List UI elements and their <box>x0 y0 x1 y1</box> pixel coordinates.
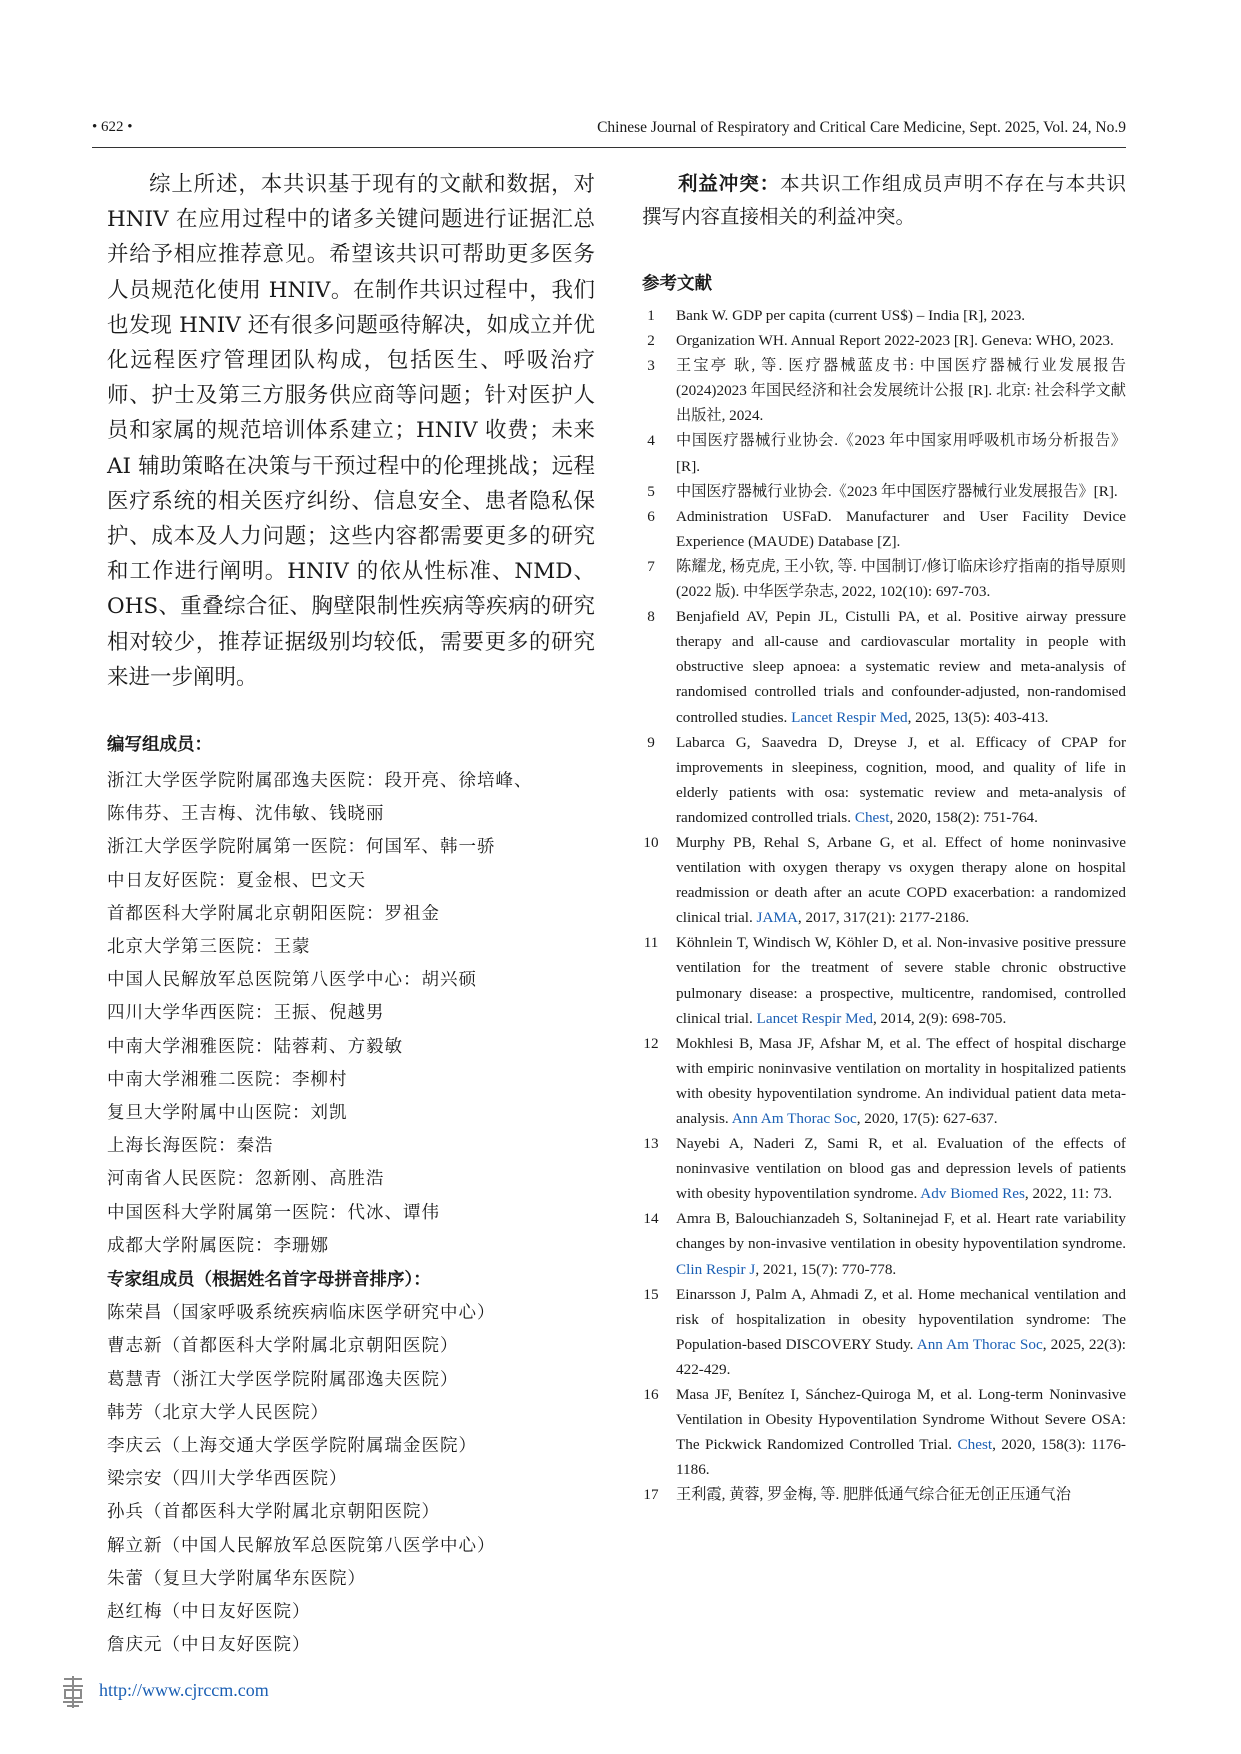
reference-item <box>642 554 1126 604</box>
reference-number: 13 <box>643 1135 659 1153</box>
summary-section <box>107 167 595 695</box>
page-number: • 622 • <box>92 119 133 135</box>
reference-text: 王利霞, 黄蓉, 罗金梅, 等. 肥胖低通气综合征无创正压通气治 <box>676 1486 1071 1504</box>
reference-journal-link[interactable]: JAMA <box>756 909 798 927</box>
expert-line: 曹志新（首都医科大学附属北京朝阳医院） <box>107 1336 459 1357</box>
reference-item <box>642 353 1126 428</box>
reference-number: 15 <box>643 1285 659 1303</box>
reference-number: 2 <box>647 332 655 350</box>
author-line: 中南大学湘雅医院：陆蓉莉、方毅敏 <box>107 1036 403 1057</box>
reference-item <box>642 328 1126 353</box>
coi-text: 本共识工作组成员声明不存在与本共识撰写内容直接相关的利益冲突。 <box>642 172 1126 228</box>
author-line: 陈伟芬、王吉梅、沈伟敏、钱晓丽 <box>107 804 385 825</box>
reference-text: Benjafield AV, Pepin JL, Cistulli PA, et al. Positive airway pressure therapy and all-cause and cardiovascular mortality in people with obstructive sleep apnoea: a systematic review and meta-analysis of randomised controlled trials and confounder-adjusted, non-randomised controlled studies. <box>676 608 1126 726</box>
expert-line: 葛慧青（浙江大学医学院附属邵逸夫医院） <box>107 1369 459 1390</box>
reference-text: 中国医疗器械行业协会.《2023 年中国医疗器械行业发展报告》[R]. <box>676 482 1118 500</box>
reference-number: 12 <box>643 1034 659 1052</box>
expert-line: 孙兵（首都医科大学附属北京朝阳医院） <box>107 1502 440 1523</box>
reference-text: Mokhlesi B, Masa JF, Afshar M, et al. The effect of hospital discharge with empiric noninvasive ventilation on mortality in hospitalized patients with obesity hypoventilation syndrome. An individual patient data meta-analysis. <box>676 1034 1126 1127</box>
reference-item <box>642 1482 1126 1507</box>
expert-line: 李庆云（上海交通大学医学院附属瑞金医院） <box>107 1435 477 1456</box>
reference-number: 6 <box>647 507 655 525</box>
header-divider <box>92 147 1126 148</box>
expert-line: 陈荣昌（国家呼吸系统疾病临床医学研究中心） <box>107 1303 496 1324</box>
expert-line: 韩芳（北京大学人民医院） <box>107 1402 329 1423</box>
reference-item <box>642 1282 1126 1382</box>
author-list <box>107 765 595 1263</box>
reference-text: Administration USFaD. Manufacturer and User Facility Device Experience (MAUDE) Database [Z]. <box>676 507 1126 550</box>
expert-line: 朱蕾（复旦大学附属华东医院） <box>107 1568 366 1589</box>
reference-item <box>642 1031 1126 1131</box>
reference-journal-link[interactable]: Chest <box>957 1436 993 1454</box>
authors-heading: 编写组成员： <box>107 735 212 756</box>
reference-number: 8 <box>647 608 655 626</box>
author-line: 中南大学湘雅二医院：李柳村 <box>107 1069 348 1090</box>
reference-citation-details: , 2021, 15(7): 770-778. <box>755 1260 897 1278</box>
reference-citation-details: , 2017, 317(21): 2177-2186. <box>797 909 970 927</box>
reference-number: 11 <box>643 934 659 952</box>
reference-citation-details: , 2025, 22(3): 422-429. <box>676 1335 1126 1378</box>
reference-text: Amra B, Balouchianzadeh S, Soltaninejad F, et al. Heart rate variability changes by non-invasive ventilation in obesity hypoventilation syndrome. <box>676 1210 1126 1253</box>
author-line: 首都医科大学附属北京朝阳医院：罗祖金 <box>107 903 440 924</box>
reference-number: 7 <box>647 557 655 575</box>
expert-line: 解立新（中国人民解放军总医院第八医学中心） <box>107 1535 496 1556</box>
reference-citation-details: , 2025, 13(5): 403-413. <box>907 708 1049 726</box>
reference-journal-link[interactable]: Chest <box>854 808 890 826</box>
reference-citation-details: , 2022, 11: 73. <box>1024 1185 1113 1203</box>
author-line: 浙江大学医学院附属第一医院：何国军、韩一骄 <box>107 837 496 858</box>
reference-number: 10 <box>643 833 659 851</box>
journal-logo-icon <box>60 1675 86 1709</box>
reference-item <box>642 1206 1126 1281</box>
reference-journal-link[interactable]: Ann Am Thorac Soc <box>916 1335 1043 1353</box>
author-line: 中日友好医院：夏金根、巴文天 <box>107 870 366 891</box>
reference-item <box>642 930 1126 1030</box>
reference-text: Bank W. GDP per capita (current US$) – India [R], 2023. <box>676 307 1026 324</box>
expert-line: 梁宗安（四川大学华西医院） <box>107 1469 348 1490</box>
reference-number: 3 <box>647 357 655 375</box>
author-line: 北京大学第三医院：王蒙 <box>107 937 311 958</box>
journal-url-link[interactable]: http://www.cjrccm.com <box>99 1680 269 1700</box>
reference-text: 王宝亭 耿, 等. 医疗器械蓝皮书: 中国医疗器械行业发展报告(2024)2023 年国民经济和社会发展统计公报 [R]. 北京: 社会科学文献出版社, 2024. <box>676 357 1126 425</box>
reference-text: Köhnlein T, Windisch W, Köhler D, et al. Non-invasive positive pressure ventilation for the treatment of severe stable chronic obstructive pulmonary disease: a prospective, multicentre, randomised, controlled clinical trial. <box>676 934 1126 1027</box>
author-line: 成都大学附属医院：李珊娜 <box>107 1235 329 1256</box>
reference-item <box>642 1131 1126 1206</box>
reference-text: Murphy PB, Rehal S, Arbane G, et al. Effect of home noninvasive ventilation with oxygen therapy vs oxygen therapy alone on hospital readmission or death after an acute COPD exacerbation: a randomized clinical trial. <box>676 833 1126 927</box>
expert-line: 詹庆元（中日友好医院） <box>107 1635 311 1656</box>
author-line: 中国医科大学附属第一医院：代冰、谭伟 <box>107 1202 440 1223</box>
reference-text: Masa JF, Benítez I, Sánchez-Quiroga M, et al. Long-term Noninvasive Ventilation in Obesity Hypoventilation Syndrome Without Severe OSA: The Pickwick Randomized Controlled Trial. <box>676 1386 1126 1454</box>
reference-number: 4 <box>647 432 655 450</box>
reference-journal-link[interactable]: Ann Am Thorac Soc <box>731 1110 857 1127</box>
reference-citation-details: , 2020, 17(5): 627-637. <box>856 1110 998 1127</box>
conflict-of-interest <box>642 167 1126 233</box>
reference-text: Nayebi A, Naderi Z, Sami R, et al. Evaluation of the effects of noninvasive ventilation on blood gas and depression levels of patients with obesity hypoventilation syndrome. <box>676 1135 1126 1203</box>
reference-journal-link[interactable]: Adv Biomed Res <box>920 1185 1025 1203</box>
author-line: 河南省人民医院：忽新刚、高胜浩 <box>107 1169 385 1190</box>
reference-list <box>642 303 1126 1508</box>
experts-heading: 专家组成员（根据姓名首字母拼音排序）： <box>107 1270 431 1291</box>
author-line: 四川大学华西医院：王振、倪越男 <box>107 1003 385 1024</box>
reference-number: 16 <box>643 1386 659 1404</box>
left-column <box>107 167 595 1662</box>
reference-text: Organization WH. Annual Report 2022-2023 [R]. Geneva: WHO, 2023. <box>676 332 1114 350</box>
reference-citation-details: , 2014, 2(9): 698-705. <box>872 1009 1007 1027</box>
reference-journal-link[interactable]: Lancet Respir Med <box>756 1009 873 1027</box>
reference-citation-details: , 2020, 158(3): 1176-1186. <box>676 1436 1126 1479</box>
reference-item <box>642 428 1126 478</box>
author-line: 浙江大学医学院附属邵逸夫医院：段开亮、徐培峰、 <box>107 771 533 792</box>
reference-number: 5 <box>647 482 655 500</box>
reference-journal-link[interactable]: Lancet Respir Med <box>791 708 908 726</box>
expert-line: 赵红梅（中日友好医院） <box>107 1601 311 1622</box>
summary-paragraph: 综上所述，本共识基于现有的文献和数据，对 HNIV 在应用过程中的诸多关键问题进行证据汇总并给予相应推荐意见。希望该共识可帮助更多医务人员规范化使用 HNIV。在制作共识过程中，我们也发现 HNIV 还有很多问题亟待解决，如成立并优化远程医疗管理团队构成，包括医生、呼吸治疗师、护士及第三方服务供应商等问题；针对医护人员和家属的规范培训体系建立；HNIV 收费；未来 AI 辅助策略在决策与干预过程中的伦理挑战；远程医疗系统的相关医疗纠纷、信息安全、患者隐私保护、成本及人力问题；这些内容都需要更多的研究和工作进行阐明。HNIV 的依从性标准、NMD、OHS、重叠综合征、胸壁限制性疾病等疾病的研究相对较少，推荐证据级别均较低，需要更多的研究来进一步阐明。 <box>107 172 595 690</box>
references-heading: 参考文献 <box>642 274 712 294</box>
reference-number: 17 <box>643 1486 659 1504</box>
reference-item <box>642 1382 1126 1482</box>
reference-item <box>642 303 1126 328</box>
author-line: 复旦大学附属中山医院：刘凯 <box>107 1103 348 1124</box>
coi-label: 利益冲突： <box>678 172 781 195</box>
reference-text: Einarsson J, Palm A, Ahmadi Z, et al. Home mechanical ventilation and risk of hospitalization in obesity hypoventilation syndrome: The Population-based DISCOVERY Study. <box>676 1285 1126 1353</box>
reference-citation-details: , 2020, 158(2): 751-764. <box>889 808 1038 826</box>
reference-text: 陈耀龙, 杨克虎, 王小钦, 等. 中国制订/修订临床诊疗指南的指导原则 (2022 版). 中华医学杂志, 2022, 102(10): 697-703. <box>676 557 1126 601</box>
reference-item <box>642 479 1126 504</box>
reference-number: 14 <box>643 1210 659 1228</box>
reference-number: 9 <box>647 733 655 751</box>
reference-item <box>642 830 1126 930</box>
journal-citation-header: Chinese Journal of Respiratory and Critical Care Medicine, Sept. 2025, Vol. 24, No.9 <box>597 119 1126 136</box>
expert-list <box>107 1297 595 1662</box>
reference-text: 中国医疗器械行业协会.《2023 年中国家用呼吸机市场分析报告》[R]. <box>676 432 1126 475</box>
author-line: 上海长海医院：秦浩 <box>107 1136 274 1157</box>
reference-text: Labarca G, Saavedra D, Dreyse J, et al. Efficacy of CPAP for improvements in sleepiness, cognition, mood, and quality of life in elderly patients with osa: systematic review and meta-analysis of randomized controlled trials. <box>676 733 1126 826</box>
author-line: 中国人民解放军总医院第八医学中心：胡兴硕 <box>107 970 477 991</box>
reference-number: 1 <box>647 307 655 324</box>
reference-journal-link[interactable]: Clin Respir J <box>676 1260 756 1278</box>
reference-item <box>642 504 1126 554</box>
reference-item <box>642 730 1126 830</box>
reference-item <box>642 604 1126 729</box>
right-column <box>642 167 1126 1508</box>
